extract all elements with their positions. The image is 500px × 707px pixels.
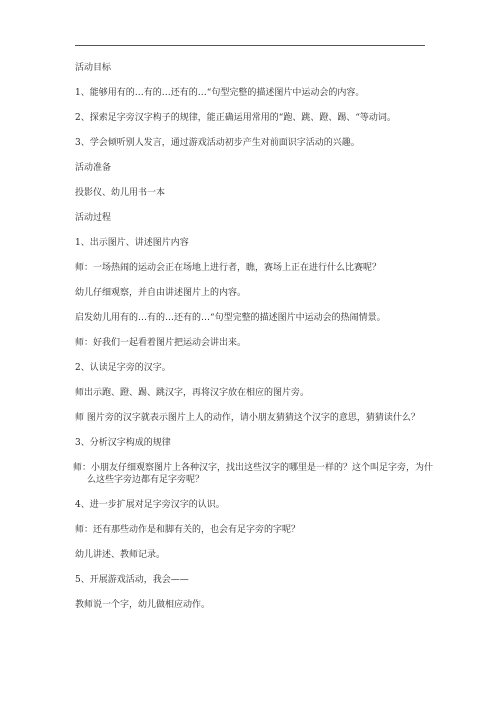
step-4-title: 4、进一步扩展对足字旁汉字的认识。 [75, 500, 225, 510]
step-4-children-record: 幼儿讲述、教师记录。 [75, 550, 166, 560]
step-1-teacher-prompt: 师：一场热闹的运动会正在场地上进行者，瞧，赛场上正在进行什么比赛呢？ [75, 263, 382, 273]
step-4-teacher-question: 师：还有那些动作是和脚有关的，也会有足字旁的字呢？ [75, 525, 301, 535]
heading-activity-process: 活动过程 [75, 213, 112, 223]
header-rule [75, 45, 425, 46]
goal-2: 2、探索足字旁汉字构子的规律，能正确运用常用的“跑、跳、蹬、踢、“等动词。 [75, 113, 396, 123]
step-1-teacher-summary: 师：好我们一起看着图片把运动会讲出来。 [75, 338, 247, 348]
step-2-title: 2、认读足字旁的汉字。 [75, 363, 171, 373]
goal-1: 1、能够用有的…有的…还有的…“句型完整的描述图片中运动会的内容。 [75, 88, 365, 98]
step-3-title: 3、分析汉字构成的规律 [75, 438, 171, 448]
step-2-guess: 师 图片旁的汉字就表示图片上人的动作，请小朋友猜猜这个汉字的意思，猜猜读什么？ [75, 413, 420, 423]
preparation-materials: 投影仪、幼儿用书一本 [75, 188, 166, 198]
heading-activity-goals: 活动目标 [75, 63, 112, 73]
document-body [73, 62, 434, 611]
heading-activity-preparation: 活动准备 [75, 163, 112, 173]
step-1-title: 1、出示图片、讲述图片内容 [75, 238, 189, 248]
step-5-game-rule: 教师说一个字，幼儿做相应动作。 [75, 600, 211, 610]
step-5-title: 5、开展游戏活动，我会—— [75, 575, 189, 585]
step-1-children-observe: 幼儿仔细观察，并自由讲述图片上的内容。 [75, 288, 247, 298]
step-3-teacher-question: 师：小朋友仔细观察图片上各种汉字，找出这些汉字的哪里是一样的？这个叫足字旁，为什么这些字旁边都有足字旁呢？ [73, 463, 434, 485]
step-2-teacher-show: 师出示跑、蹬、踢、跳汉字，再将汉字放在相应的图片旁。 [75, 388, 310, 398]
step-1-guide-sentence: 启发幼儿用有的…有的…还有的…“句型完整的描述图片中运动会的热闹情景。 [75, 313, 386, 323]
goal-3: 3、学会倾听别人发言，通过游戏活动初步产生对前面识字活动的兴趣。 [75, 138, 360, 148]
